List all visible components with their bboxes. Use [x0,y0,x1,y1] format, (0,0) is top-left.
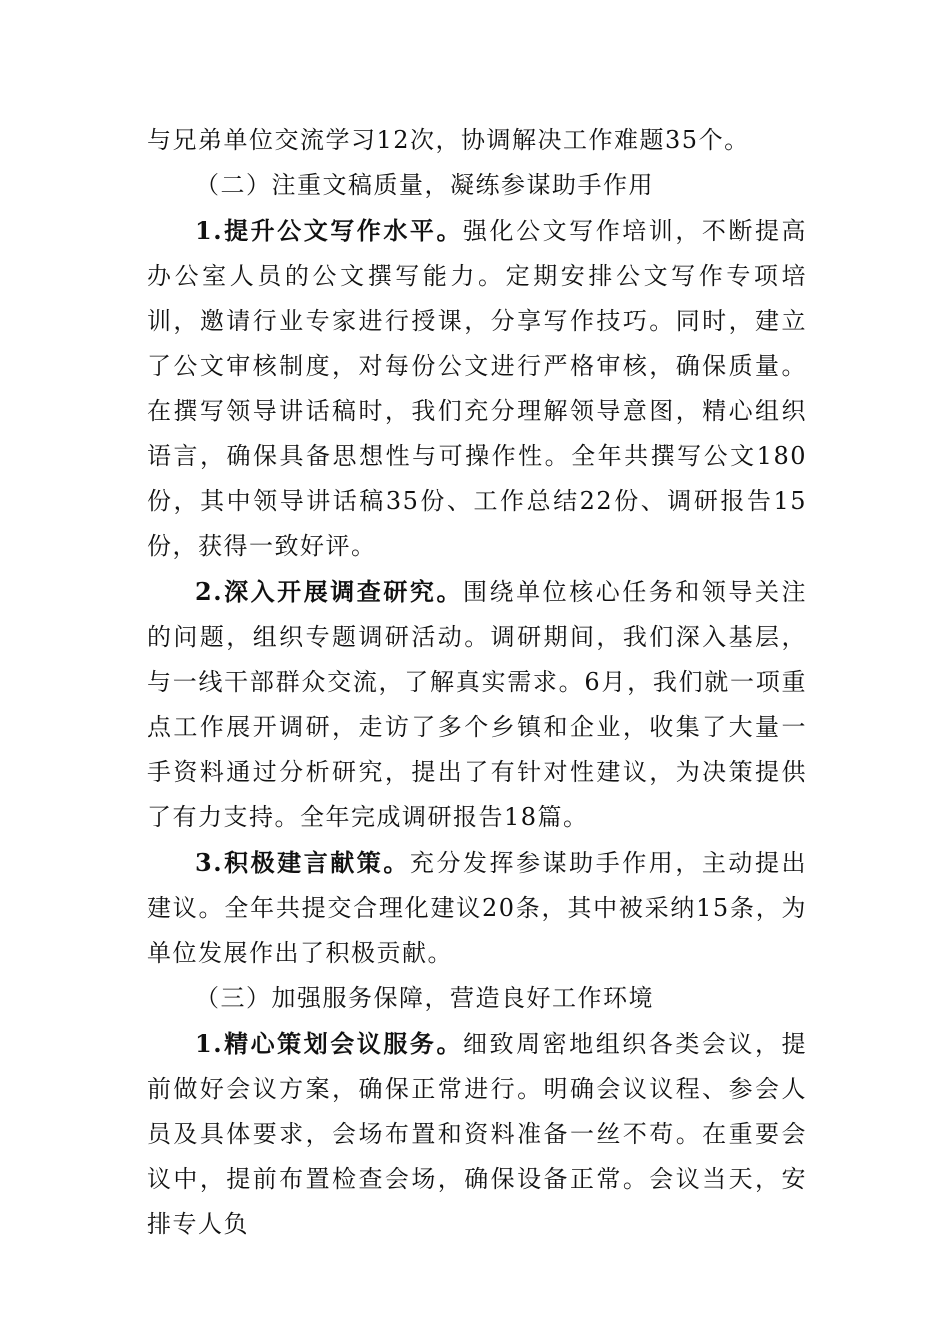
paragraph-lead: 1.提升公文写作水平。 [195,216,463,245]
paragraph-text: 强化公文写作培训，不断提高办公室人员的公文撰写能力。定期安排公文写作专项培训，邀请行业专家进行授课，分享写作技巧。同时，建立了公文审核制度，对每份公文进行严格审核，确保质量。在撰写领导讲话稿时，我们充分理解领导意图，精心组织语言，确保具备思想性与可操作性。全年共撰写公文180份，其中领导讲话稿35份、工作总结22份、调研报告15份，获得一致好评。 [147,217,807,560]
paragraph-lead: 3.积极建言献策。 [195,848,410,877]
paragraph-text: 细致周密地组织各类会议，提前做好会议方案，确保正常进行。明确会议议程、参会人员及具体要求，会场布置和资料准备一丝不苟。在重要会议中，提前布置检查会场，确保设备正常。会议当天，安排专人负 [147,1030,807,1238]
section-heading-3: （三）加强服务保障，营造良好工作环境 [195,984,654,1012]
section-heading-2: （二）注重文稿质量，凝练参谋助手作用 [195,171,654,199]
paragraph-suggestions [147,840,807,976]
intro-continuation: 与兄弟单位交流学习12次，协调解决工作难题35个。 [147,126,750,154]
paragraph-research [147,569,807,840]
paragraph-text: 围绕单位核心任务和领导关注的问题，组织专题调研活动。调研期间，我们深入基层，与一线干部群众交流，了解真实需求。6月，我们就一项重点工作展开调研，走访了多个乡镇和企业，收集了大量一手资料通过分析研究，提出了有针对性建议，为决策提供了有力支持。全年完成调研报告18篇。 [147,578,807,831]
document-body [147,118,807,1247]
paragraph-text: 充分发挥参谋助手作用，主动提出建议。全年共提交合理化建议20条，其中被采纳15条，为单位发展作出了积极贡献。 [147,849,808,967]
paragraph-meeting-service [147,1021,807,1247]
paragraph-writing-quality [147,208,807,569]
paragraph-lead: 2.深入开展调查研究。 [195,577,463,606]
paragraph-lead: 1.精心策划会议服务。 [195,1029,463,1058]
